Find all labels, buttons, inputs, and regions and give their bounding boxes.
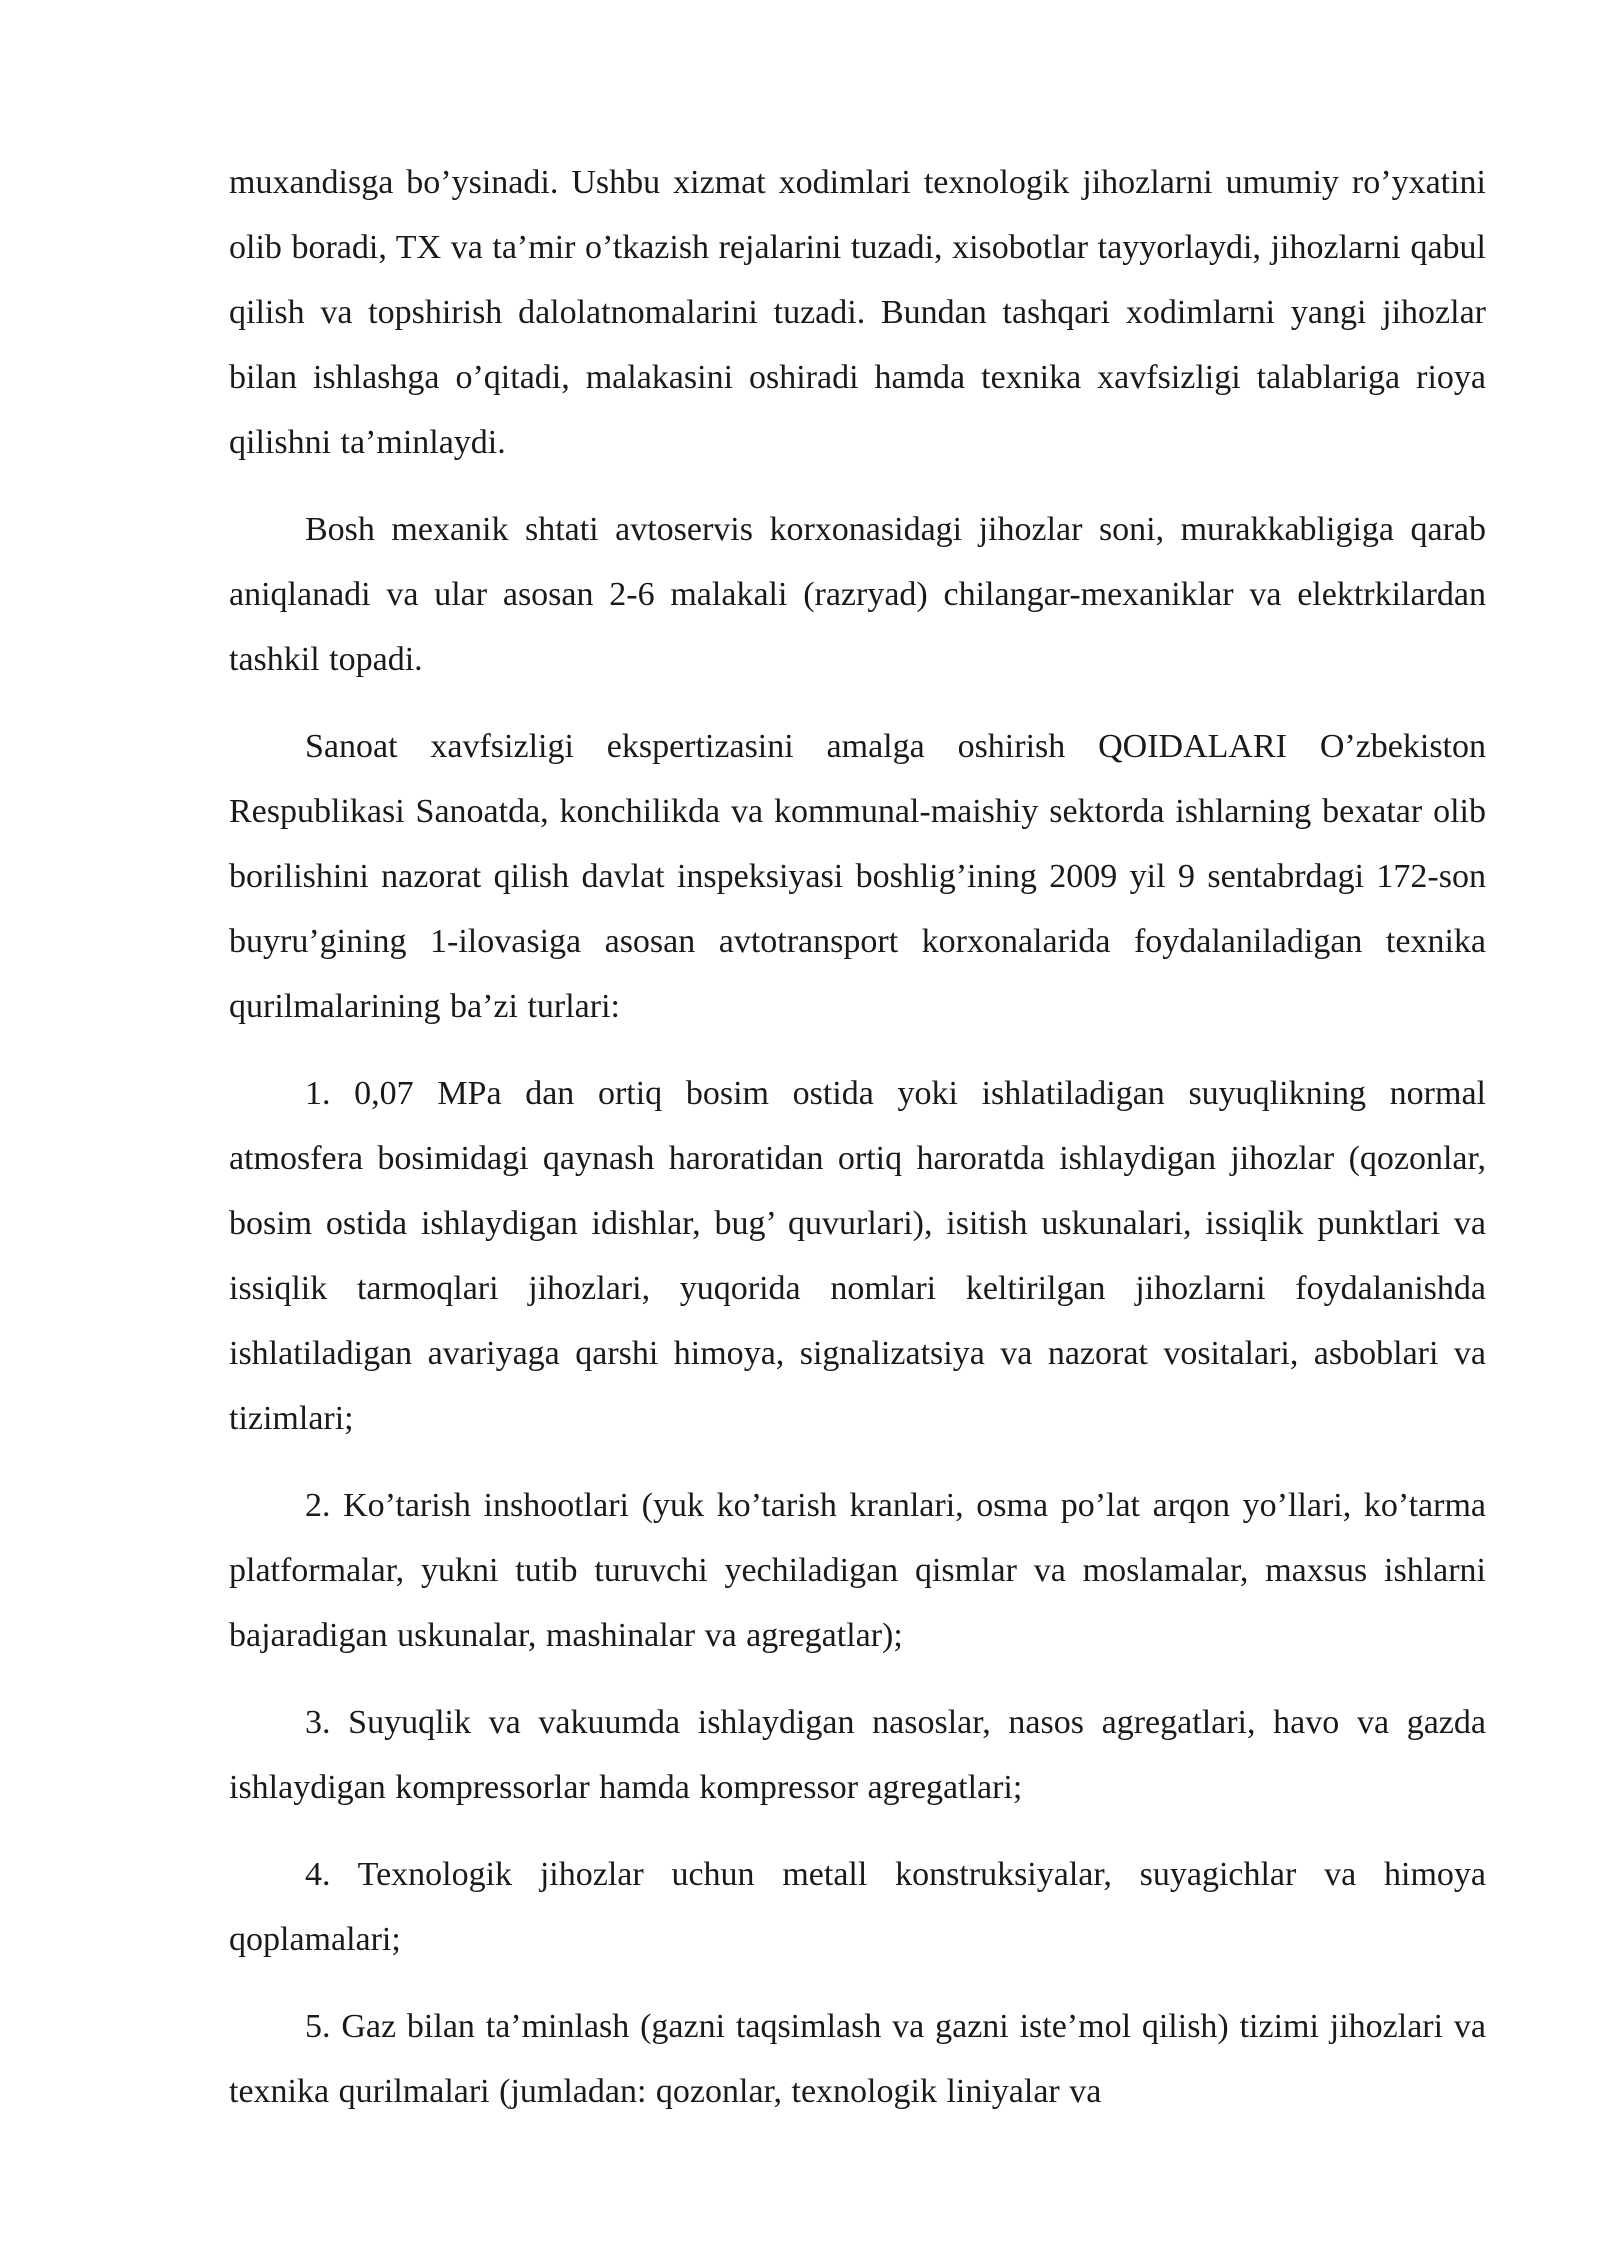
paragraph-industrial-safety-rules: Sanoat xavfsizligi ekspertizasini amalga oshirish QOIDALARI O’zbekiston Respublikasi Sanoatda, konchilikda va kommunal-maishiy sektorda ishlarning bexatar olib borilishini nazorat qilish davlat inspeksiyasi boshlig’ining 2009 yil 9 sentabrdagi 172-son buyru’gining 1-ilovasiga asosan avtotransport korxonalarida foydalaniladigan texnika qurilmalarining ba’zi turlari: xyxy=(229,728,1486,1025)
document-page xyxy=(229,150,1486,2146)
list-item-3-pumps-compressors: 3. Suyuqlik va vakuumda ishlaydigan nasoslar, nasos agregatlari, havo va gazda ishlaydigan kompressorlar hamda kompressor agregatlari; xyxy=(229,1704,1486,1806)
paragraph-service-staff-duties: muxandisga bo’ysinadi. Ushbu xizmat xodimlari texnologik jihozlarni umumiy ro’yxatini olib boradi, TX va ta’mir o’tkazish rejalarini tuzadi, xisobotlar tayyorlaydi, jihozlarni qabul qilish va topshirish dalolatnomalarini tuzadi. Bundan tashqari xodimlarni yangi jihozlar bilan ishlashga o’qitadi, malakasini oshiradi hamda texnika xavfsizligi talablariga rioya qilishni ta’minlaydi. xyxy=(229,164,1486,461)
list-item-1-pressure-equipment: 1. 0,07 MPa dan ortiq bosim ostida yoki ishlatiladigan suyuqlikning normal atmosfera bosimidagi qaynash haroratidan ortiq haroratda ishlaydigan jihozlar (qozonlar, bosim ostida ishlaydigan idishlar, bug’ quvurlari), isitish uskunalari, issiqlik punktlari va issiqlik tarmoqlari jihozlari, yuqorida nomlari keltirilgan jihozlarni foydalanishda ishlatiladigan avariyaga qarshi himoya, signalizatsiya va nazorat vositalari, asboblari va tizimlari; xyxy=(229,1075,1486,1437)
list-item-5-gas-supply: 5. Gaz bilan ta’minlash (gazni taqsimlash va gazni iste’mol qilish) tizimi jihozlari va texnika qurilmalari (jumladan: qozonlar, texnologik liniyalar va xyxy=(229,2008,1486,2110)
paragraph-chief-mechanic-staff: Bosh mexanik shtati avtoservis korxonasidagi jihozlar soni, murakkabligiga qarab aniqlanadi va ular asosan 2-6 malakali (razryad) chilangar-mexaniklar va elektrkilardan tashkil topadi. xyxy=(229,511,1486,678)
list-item-4-metal-constructions: 4. Texnologik jihozlar uchun metall konstruksiyalar, suyagichlar va himoya qoplamalari; xyxy=(229,1856,1486,1958)
list-item-2-lifting-structures: 2. Ko’tarish inshootlari (yuk ko’tarish kranlari, osma po’lat arqon yo’llari, ko’tarma platformalar, yukni tutib turuvchi yechiladigan qismlar va moslamalar, maxsus ishlarni bajaradigan uskunalar, mashinalar va agregatlar); xyxy=(229,1487,1486,1654)
